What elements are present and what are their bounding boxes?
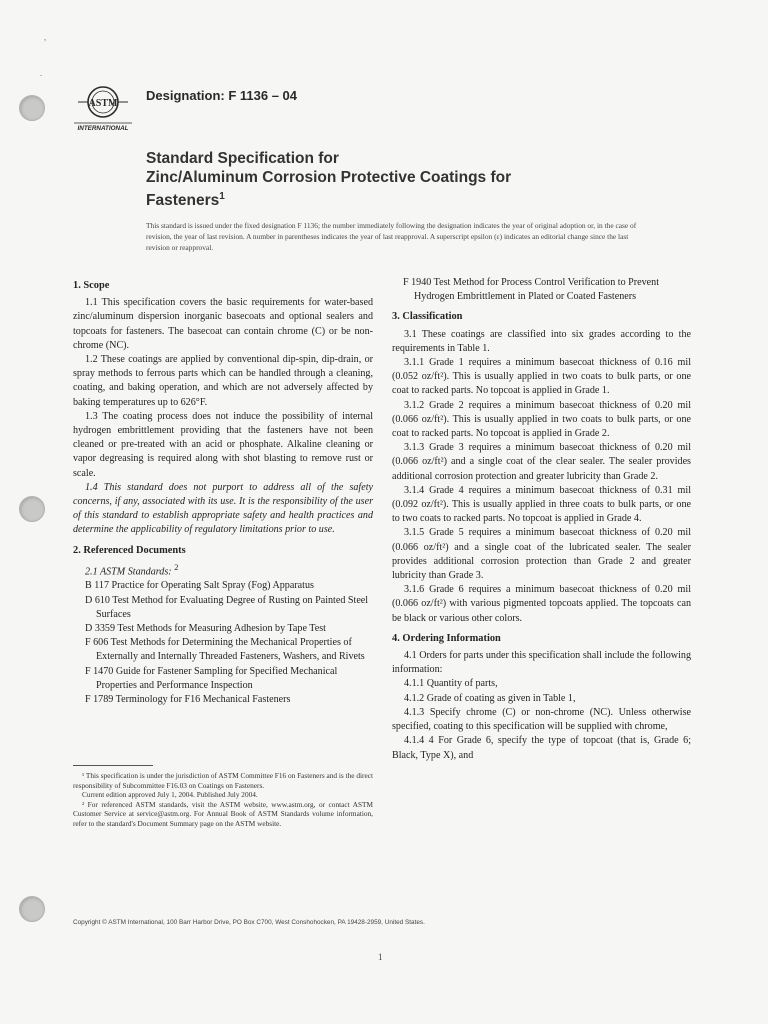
ref-f1470: F 1470 Guide for Fastener Sampling for Specified Mechanical Properties and Performance Inspection <box>85 665 338 691</box>
right-column <box>392 276 691 763</box>
title-footnote-ref: 1 <box>219 191 225 202</box>
logo-text: ASTM <box>88 98 118 109</box>
paragraph-1-4: 1.4 This standard does not purport to address all of the safety concerns, if any, associated with its use. It is the responsibility of the user of this standard to establish appropriate safety and health practices and determine the applicability of regulatory limitations prior to use. <box>73 481 373 536</box>
punch-hole-top <box>19 95 45 121</box>
section-heading-scope: 1. Scope <box>73 280 110 291</box>
scan-mark: . <box>40 68 43 78</box>
punch-hole-middle <box>19 496 45 522</box>
punch-hole-bottom <box>19 896 45 922</box>
paragraph-3-1-6: 3.1.6 Grade 6 requires a minimum basecoat thickness of 0.20 mil (0.066 oz/ft²) with various pigmented topcoats applied. The topcoats can be black or various other colors. <box>392 584 691 624</box>
footnote-1-edition: Current edition approved July 1, 2004. Published July 2004. <box>82 790 258 800</box>
footnotes <box>73 771 373 829</box>
issuance-note: This standard is issued under the fixed designation F 1136; the number immediately following the designation indicates the year of original adoption or, in the case of revision, the year of last revision. A number in parentheses indicates the year of last reapproval. A superscript epsilon (ε) indicates an editorial change since the last revision or reapproval. <box>146 221 637 252</box>
designation: Designation: F 1136 – 04 <box>146 88 298 103</box>
ref-f606: F 606 Test Methods for Determining the Mechanical Properties of Externally and Internally Threaded Fasteners, Washers, and Rivets <box>85 637 365 663</box>
paragraph-4-1-1: 4.1.1 Quantity of parts, <box>404 678 498 690</box>
copyright-line: Copyright © ASTM International, 100 Barr Harbor Drive, PO Box C700, West Conshohocken, PA 19428-2959, United States. <box>73 919 425 926</box>
paragraph-4-1-3: 4.1.3 Specify chrome (C) or non-chrome (NC). Unless otherwise specified, coating to this specification will be supplied with chrome, <box>392 706 691 733</box>
section-heading-ordering-information: 4. Ordering Information <box>392 632 501 644</box>
section-heading-referenced-documents: 2. Referenced Documents <box>73 544 186 556</box>
ref-d610: D 610 Test Method for Evaluating Degree of Rusting on Painted Steel Surfaces <box>85 594 369 620</box>
ref-f1940: F 1940 Test Method for Process Control Verification to Prevent Hydrogen Embrittlement in Plated or Coated Fasteners <box>403 277 659 303</box>
page-number: 1 <box>378 952 383 962</box>
title-line-3: Fasteners$^1$ <box>146 191 225 210</box>
paragraph-3-1: 3.1 These coatings are classified into six grades according to the requirements in Table 1. <box>392 328 691 354</box>
paragraph-2-1: 2.1 ASTM Standards: $^2$ <box>85 562 179 578</box>
paragraph-4-1-2: 4.1.2 Grade of coating as given in Table 1, <box>404 692 576 704</box>
section-heading-classification: 3. Classification <box>392 311 463 323</box>
footnote-divider <box>73 765 153 766</box>
scan-mark: , <box>44 32 47 42</box>
ref-d3359: D 3359 Test Methods for Measuring Adhesion by Tape Test <box>85 623 326 635</box>
logo-subtext: INTERNATIONAL <box>77 125 129 132</box>
paragraph-1-2: 1.2 These coatings are applied by conventional dip-spin, dip-drain, or spray methods to ferrous parts which can be handled through a cleaning, coating, and baking operation, and which are not adversely affected by baking temperatures up to 626°F. <box>73 354 373 408</box>
ref-f1789: F 1789 Terminology for F16 Mechanical Fasteners <box>85 694 291 706</box>
ref-b117: B 117 Practice for Operating Salt Spray (Fog) Apparatus <box>85 580 314 592</box>
paragraph-3-1-4: 3.1.4 Grade 4 requires a minimum basecoat thickness of 0.31 mil (0.092 oz/ft²). This is usually applied in three coats to bulk parts, or one to two coats to racked parts. No topcoat is applied in Grade 4. <box>392 484 691 525</box>
paragraph-4-1: 4.1 Orders for parts under this specification shall include the following information: <box>392 650 691 676</box>
footnote-2: ² For referenced ASTM standards, visit the ASTM website, www.astm.org, or contact ASTM Customer Service at service@astm.org. For Annual Book of ASTM Standards volume information, refer to the standard's Document Summary page on the ASTM website. <box>73 799 373 828</box>
paragraph-1-1: 1.1 This specification covers the basic requirements for water-based zinc/aluminum dispersion inorganic basecoats and optional sealers and topcoats for fasteners. The basecoat can contain chrome (C) or be non-chrome (NC). <box>73 297 373 351</box>
paragraph-4-1-4: 4.1.4 4 For Grade 6, specify the type of topcoat (that is, Grade 6; Black, Type X), and <box>392 735 691 761</box>
paragraph-3-1-3: 3.1.3 Grade 3 requires a minimum basecoat thickness of 0.20 mil (0.066 oz/ft²) and a single coat of the clear sealer. The sealer provides additional corrosion protection and greater lubricity than Grade 2. <box>392 442 691 482</box>
paragraph-3-1-1: 3.1.1 Grade 1 requires a minimum basecoat thickness of 0.16 mil (0.052 oz/ft²). This is usually applied in two coats to bulk parts, or one coat to racked parts. No topcoat is applied in Grade 1. <box>392 357 691 397</box>
footnote-1: ¹ This specification is under the jurisdiction of ASTM Committee F16 on Fasteners and is the direct responsibility of Subcommittee F16.03 on Coatings on Fasteners. <box>73 771 373 790</box>
paragraph-3-1-5: 3.1.5 Grade 5 requires a minimum basecoat thickness of 0.20 mil (0.066 oz/ft²) and a single coat of the lubricated sealer. The sealer provides additional corrosion protection than Grade 2 and greater lubricity than Grade 3. <box>392 527 691 582</box>
document-title <box>146 149 566 210</box>
left-column <box>73 279 373 707</box>
title-line-2: Zinc/Aluminum Corrosion Protective Coatings for <box>146 169 512 186</box>
paragraph-3-1-2: 3.1.2 Grade 2 requires a minimum basecoat thickness of 0.20 mil (0.066 oz/ft²). This is usually applied in two coats to bulk parts, or one coat to racked parts. No topcoat is applied in Grade 2. <box>392 399 691 440</box>
paragraph-1-3: 1.3 The coating process does not induce the possibility of internal hydrogen embrittlement providing that the fasteners have not been cleaned or pre-treated with an acid or phosphate. Alkaline cleaning or vapor degreasing is required along with shot blasting to remove rust or scale. <box>73 410 373 479</box>
title-line-1: Standard Specification for <box>146 150 339 167</box>
astm-logo <box>70 80 136 132</box>
